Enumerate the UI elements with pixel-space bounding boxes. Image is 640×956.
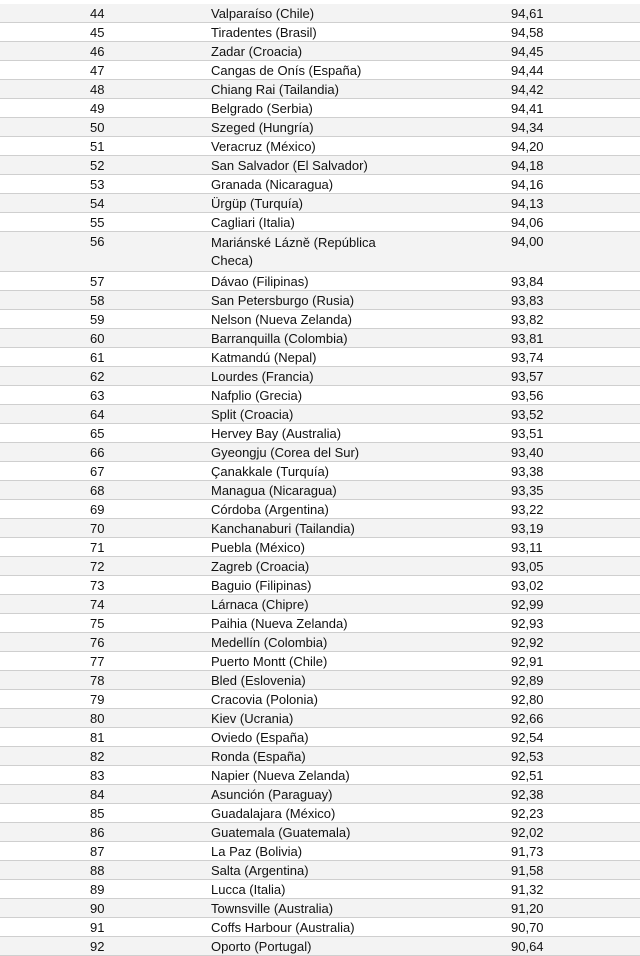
score-cell: 93,40 [507, 443, 640, 462]
city-cell: Asunción (Paraguay) [207, 785, 507, 804]
rank-cell: 76 [0, 633, 207, 652]
table-row [0, 462, 640, 481]
score-cell: 93,82 [507, 310, 640, 329]
score-cell: 94,13 [507, 194, 640, 213]
city-cell: Medellín (Colombia) [207, 633, 507, 652]
city-cell: Lourdes (Francia) [207, 367, 507, 386]
table-row [0, 899, 640, 918]
city-cell: Granada (Nicaragua) [207, 175, 507, 194]
table-row [0, 367, 640, 386]
city-cell: Puerto Montt (Chile) [207, 652, 507, 671]
rank-cell: 91 [0, 918, 207, 937]
city-cell: Cangas de Onís (España) [207, 61, 507, 80]
rank-cell: 87 [0, 842, 207, 861]
rank-cell: 83 [0, 766, 207, 785]
city-cell: Salta (Argentina) [207, 861, 507, 880]
rank-cell: 68 [0, 481, 207, 500]
table-row [0, 728, 640, 747]
city-cell: Nafplio (Grecia) [207, 386, 507, 405]
rank-cell: 47 [0, 61, 207, 80]
table-row [0, 386, 640, 405]
city-cell: Cracovia (Polonia) [207, 690, 507, 709]
score-cell: 92,93 [507, 614, 640, 633]
table-row [0, 861, 640, 880]
table-row [0, 156, 640, 175]
rank-cell: 67 [0, 462, 207, 481]
table-row [0, 175, 640, 194]
score-cell: 94,45 [507, 42, 640, 61]
rank-cell: 63 [0, 386, 207, 405]
city-cell: Katmandú (Nepal) [207, 348, 507, 367]
table-row [0, 918, 640, 937]
rank-cell: 62 [0, 367, 207, 386]
city-cell: Veracruz (México) [207, 137, 507, 156]
score-cell: 93,56 [507, 386, 640, 405]
rank-cell: 53 [0, 175, 207, 194]
score-cell: 93,83 [507, 291, 640, 310]
score-cell: 92,91 [507, 652, 640, 671]
table-row [0, 842, 640, 861]
rank-cell: 64 [0, 405, 207, 424]
rank-cell: 88 [0, 861, 207, 880]
score-cell: 94,41 [507, 99, 640, 118]
city-cell: Coffs Harbour (Australia) [207, 918, 507, 937]
score-cell: 92,54 [507, 728, 640, 747]
rank-cell: 46 [0, 42, 207, 61]
rank-cell: 55 [0, 213, 207, 232]
table-row [0, 519, 640, 538]
ranking-table [0, 4, 640, 956]
rank-cell: 51 [0, 137, 207, 156]
table-row [0, 576, 640, 595]
rank-cell: 57 [0, 272, 207, 291]
rank-cell: 66 [0, 443, 207, 462]
rank-cell: 77 [0, 652, 207, 671]
rank-cell: 78 [0, 671, 207, 690]
table-row [0, 272, 640, 291]
table-row [0, 291, 640, 310]
table-row [0, 348, 640, 367]
score-cell: 93,38 [507, 462, 640, 481]
rank-cell: 50 [0, 118, 207, 137]
rank-cell: 73 [0, 576, 207, 595]
city-cell: Cagliari (Italia) [207, 213, 507, 232]
score-cell: 90,64 [507, 937, 640, 956]
ranking-table-body [0, 4, 640, 956]
rank-cell: 69 [0, 500, 207, 519]
score-cell: 94,18 [507, 156, 640, 175]
table-row [0, 99, 640, 118]
score-cell: 92,80 [507, 690, 640, 709]
score-cell: 94,06 [507, 213, 640, 232]
city-cell: Oviedo (España) [207, 728, 507, 747]
score-cell: 93,05 [507, 557, 640, 576]
score-cell: 92,23 [507, 804, 640, 823]
table-row [0, 481, 640, 500]
table-row [0, 194, 640, 213]
rank-cell: 65 [0, 424, 207, 443]
score-cell: 93,51 [507, 424, 640, 443]
table-row [0, 213, 640, 232]
score-cell: 91,58 [507, 861, 640, 880]
score-cell: 92,02 [507, 823, 640, 842]
table-row [0, 633, 640, 652]
rank-cell: 85 [0, 804, 207, 823]
city-cell: Chiang Rai (Tailandia) [207, 80, 507, 99]
city-cell: Managua (Nicaragua) [207, 481, 507, 500]
table-row [0, 310, 640, 329]
table-row [0, 443, 640, 462]
city-cell: Dávao (Filipinas) [207, 272, 507, 291]
table-row [0, 61, 640, 80]
rank-cell: 89 [0, 880, 207, 899]
score-cell: 93,35 [507, 481, 640, 500]
city-cell: La Paz (Bolivia) [207, 842, 507, 861]
city-cell: Guadalajara (México) [207, 804, 507, 823]
city-cell: Nelson (Nueva Zelanda) [207, 310, 507, 329]
table-row [0, 557, 640, 576]
city-cell: Barranquilla (Colombia) [207, 329, 507, 348]
city-cell: Córdoba (Argentina) [207, 500, 507, 519]
score-cell: 92,99 [507, 595, 640, 614]
score-cell: 93,22 [507, 500, 640, 519]
city-cell: Hervey Bay (Australia) [207, 424, 507, 443]
rank-cell: 90 [0, 899, 207, 918]
table-row [0, 804, 640, 823]
table-row [0, 538, 640, 557]
city-cell: Napier (Nueva Zelanda) [207, 766, 507, 785]
score-cell: 93,11 [507, 538, 640, 557]
city-cell: Zagreb (Croacia) [207, 557, 507, 576]
table-row [0, 880, 640, 899]
score-cell: 94,44 [507, 61, 640, 80]
rank-cell: 60 [0, 329, 207, 348]
city-cell: Zadar (Croacia) [207, 42, 507, 61]
table-row [0, 766, 640, 785]
rank-cell: 81 [0, 728, 207, 747]
rank-cell: 45 [0, 23, 207, 42]
table-row [0, 80, 640, 99]
score-cell: 94,42 [507, 80, 640, 99]
rank-cell: 44 [0, 4, 207, 23]
city-cell: Ronda (España) [207, 747, 507, 766]
table-row [0, 937, 640, 956]
table-row [0, 500, 640, 519]
rank-cell: 80 [0, 709, 207, 728]
rank-cell: 48 [0, 80, 207, 99]
table-row [0, 329, 640, 348]
city-cell: Paihia (Nueva Zelanda) [207, 614, 507, 633]
score-cell: 93,57 [507, 367, 640, 386]
score-cell: 94,58 [507, 23, 640, 42]
city-cell: Lucca (Italia) [207, 880, 507, 899]
score-cell: 92,51 [507, 766, 640, 785]
table-row [0, 785, 640, 804]
city-cell: Ürgüp (Turquía) [207, 194, 507, 213]
table-row [0, 42, 640, 61]
score-cell: 92,66 [507, 709, 640, 728]
rank-cell: 56 [0, 232, 207, 272]
score-cell: 94,61 [507, 4, 640, 23]
score-cell: 93,84 [507, 272, 640, 291]
city-cell: Oporto (Portugal) [207, 937, 507, 956]
score-cell: 94,34 [507, 118, 640, 137]
city-cell: Kiev (Ucrania) [207, 709, 507, 728]
city-cell: Split (Croacia) [207, 405, 507, 424]
city-cell: Valparaíso (Chile) [207, 4, 507, 23]
rank-cell: 72 [0, 557, 207, 576]
score-cell: 93,19 [507, 519, 640, 538]
table-row [0, 424, 640, 443]
score-cell: 92,53 [507, 747, 640, 766]
table-row [0, 671, 640, 690]
rank-cell: 74 [0, 595, 207, 614]
city-cell: Baguio (Filipinas) [207, 576, 507, 595]
score-cell: 92,38 [507, 785, 640, 804]
rank-cell: 49 [0, 99, 207, 118]
city-cell: Lárnaca (Chipre) [207, 595, 507, 614]
score-cell: 94,16 [507, 175, 640, 194]
rank-cell: 92 [0, 937, 207, 956]
table-row [0, 118, 640, 137]
score-cell: 93,81 [507, 329, 640, 348]
score-cell: 91,20 [507, 899, 640, 918]
city-cell: San Petersburgo (Rusia) [207, 291, 507, 310]
city-cell: San Salvador (El Salvador) [207, 156, 507, 175]
score-cell: 94,20 [507, 137, 640, 156]
city-cell: Gyeongju (Corea del Sur) [207, 443, 507, 462]
rank-cell: 61 [0, 348, 207, 367]
rank-cell: 82 [0, 747, 207, 766]
table-row [0, 4, 640, 23]
table-row [0, 405, 640, 424]
table-row [0, 823, 640, 842]
score-cell: 90,70 [507, 918, 640, 937]
city-cell: Çanakkale (Turquía) [207, 462, 507, 481]
score-cell: 91,32 [507, 880, 640, 899]
rank-cell: 70 [0, 519, 207, 538]
city-cell: Kanchanaburi (Tailandia) [207, 519, 507, 538]
city-cell: Tiradentes (Brasil) [207, 23, 507, 42]
table-row [0, 595, 640, 614]
table-row [0, 709, 640, 728]
table-row [0, 747, 640, 766]
score-cell: 94,00 [507, 232, 640, 272]
table-row [0, 23, 640, 42]
rank-cell: 79 [0, 690, 207, 709]
score-cell: 93,02 [507, 576, 640, 595]
city-cell: Belgrado (Serbia) [207, 99, 507, 118]
table-row [0, 232, 640, 272]
score-cell: 91,73 [507, 842, 640, 861]
table-row [0, 137, 640, 156]
score-cell: 92,92 [507, 633, 640, 652]
rank-cell: 52 [0, 156, 207, 175]
city-cell: Townsville (Australia) [207, 899, 507, 918]
city-cell: Szeged (Hungría) [207, 118, 507, 137]
rank-cell: 71 [0, 538, 207, 557]
rank-cell: 86 [0, 823, 207, 842]
rank-cell: 75 [0, 614, 207, 633]
city-cell: Puebla (México) [207, 538, 507, 557]
score-cell: 92,89 [507, 671, 640, 690]
rank-cell: 84 [0, 785, 207, 804]
score-cell: 93,74 [507, 348, 640, 367]
score-cell: 93,52 [507, 405, 640, 424]
table-row [0, 690, 640, 709]
table-row [0, 614, 640, 633]
city-cell: Guatemala (Guatemala) [207, 823, 507, 842]
city-cell: Mariánské Lázně (República Checa) [207, 232, 507, 272]
table-row [0, 652, 640, 671]
rank-cell: 59 [0, 310, 207, 329]
city-cell: Bled (Eslovenia) [207, 671, 507, 690]
rank-cell: 58 [0, 291, 207, 310]
rank-cell: 54 [0, 194, 207, 213]
